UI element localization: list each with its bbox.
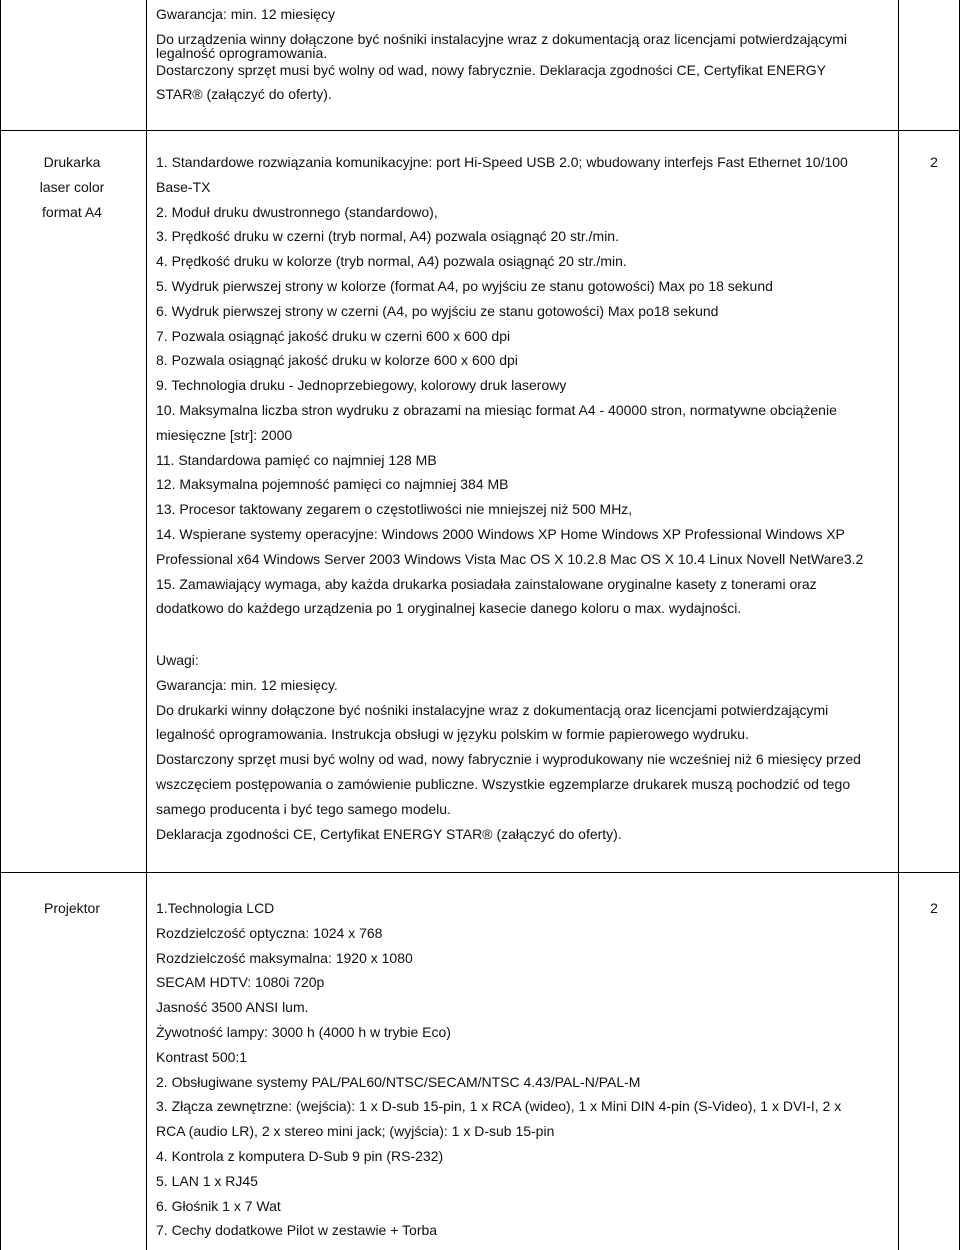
projector-specification [156,896,891,1243]
spec-line: 14. Wspierane systemy operacyjne: Windows 2000 Windows XP Home Windows XP Professional Windows XP [156,525,845,542]
note-line: Gwarancja: min. 12 miesięcy [156,6,335,22]
spec-line: 5. Wydruk pierwszej strony w kolorze (format A4, po wyjściu ze stanu gotowości) Max po 18 sekund [156,277,773,294]
note-line: STAR® (załączyć do oferty). [156,86,332,103]
notes-line: Gwarancja: min. 12 miesięcy. [156,676,338,693]
notes-line: Deklaracja zgodności CE, Certyfikat ENERGY STAR® (załączyć do oferty). [156,825,622,842]
top-notes [156,2,891,107]
printer-name [0,150,144,224]
spec-line: Rozdzielczość optyczna: 1024 x 768 [156,924,383,941]
spec-line: 2. Moduł druku dwustronnego (standardowo), [156,203,438,220]
spec-line: 2. Obsługiwane systemy PAL/PAL60/NTSC/SECAM/NTSC 4.43/PAL-N/PAL-M [156,1073,641,1090]
notes-line: wszczęciem postępowania o zamówienie publiczne. Wszystkie egzemplarze drukarek muszą pochodzić od tego [156,775,851,792]
spec-line: 5. LAN 1 x RJ45 [156,1172,258,1189]
spec-line: RCA (audio LR), 2 x stereo mini jack; (wyjścia): 1 x D-sub 15-pin [156,1123,555,1140]
table-rule-name-spec [146,0,147,1250]
printer-notes [156,648,891,846]
projector-quantity: 2 [930,900,938,916]
printer-name-line: format A4 [42,203,102,220]
spec-line: miesięczne [str]: 2000 [156,426,293,443]
spec-line: Base-TX [156,178,211,195]
table-rule-top-section-bottom [0,130,960,131]
printer-quantity: 2 [930,154,938,170]
spec-line: 8. Pozwala osiągnąć jakość druku w kolorze 600 x 600 dpi [156,352,518,369]
notes-line: samego producenta i być tego samego modelu. [156,800,451,817]
spec-line: 4. Prędkość druku w kolorze (tryb normal, A4) pozwala osiągnąć 20 str./min. [156,253,627,270]
table-rule-printer-bottom [0,872,960,873]
spec-line: Kontrast 500:1 [156,1048,248,1065]
spec-line: 10. Maksymalna liczba stron wydruku z obrazami na miesiąc format A4 - 40000 stron, normatywne obciążenie [156,401,837,418]
notes-line: Dostarczony sprzęt musi być wolny od wad, nowy fabrycznie i wyprodukowany nie wcześniej niż 6 miesięcy przed [156,751,861,768]
spec-line: Żywotność lampy: 3000 h (4000 h w trybie Eco) [156,1023,451,1040]
note-line: Dostarczony sprzęt musi być wolny od wad, nowy fabrycznie. Deklaracja zgodności CE, Certyfikat ENERGY [156,61,826,78]
spec-line: 12. Maksymalna pojemność pamięci co najmniej 384 MB [156,476,509,493]
printer-name-line: laser color [39,178,105,195]
spec-line: 1.Technologia LCD [156,900,275,916]
spec-line: Jasność 3500 ANSI lum. [156,999,309,1016]
spec-line: dodatkowo do każdego urządzenia po 1 oryginalnej kasecie danego koloru o max. wydajności. [156,600,742,617]
printer-name-line: Drukarka [43,154,101,170]
notes-line: legalność oprogramowania. Instrukcja obsługi w języku polskim w formie papierowego wydruku. [156,726,749,743]
spec-line: 3. Prędkość druku w czerni (tryb normal, A4) pozwala osiągnąć 20 str./min. [156,228,619,245]
spec-line: 9. Technologia druku - Jednoprzebiegowy, kolorowy druk laserowy [156,377,567,394]
table-rule-spec-qty [898,0,899,1250]
spec-line: Professional x64 Windows Server 2003 Windows Vista Mac OS X 10.2.8 Mac OS X 10.4 Linux Novell NetWare3.2 [156,550,864,567]
spec-line: 15. Zamawiający wymaga, aby każda drukarka posiadała zainstalowane oryginalne kasety z tonerami oraz [156,575,817,592]
note-line: Do urządzenia winny dołączone być nośniki instalacyjne wraz z dokumentacją oraz licencjami potwierdzającymi [156,30,847,47]
spec-line: 7. Pozwala osiągnąć jakość druku w czerni 600 x 600 dpi [156,327,511,344]
projector-name-line: Projektor [43,900,101,916]
spec-line: Rozdzielczość maksymalna: 1920 x 1080 [156,949,413,966]
spec-line: 1. Standardowe rozwiązania komunikacyjne: port Hi-Speed USB 2.0; wbudowany interfejs Fast Ethernet 10/100 [156,154,848,170]
spec-line: 11. Standardowa pamięć co najmniej 128 MB [156,451,437,468]
spec-line: SECAM HDTV: 1080i 720p [156,974,325,991]
printer-specification [156,150,891,621]
spec-line: 3. Złącza zewnętrzne: (wejścia): 1 x D-sub 15-pin, 1 x RCA (wideo), 1 x Mini DIN 4-pin (S-Video), 1 x DVI-I, 2 x [156,1098,842,1115]
spec-line: 13. Procesor taktowany zegarem o częstotliwości nie mniejszej niż 500 MHz, [156,501,633,518]
spec-line: 6. Wydruk pierwszej strony w czerni (A4, po wyjściu ze stanu gotowości) Max po18 sekund [156,302,719,319]
note-line: legalność oprogramowania. [156,44,328,61]
notes-line: Do drukarki winny dołączone być nośniki instalacyjne wraz z dokumentacją oraz licencjami potwierdzającymi [156,701,829,718]
projector-name [0,896,144,921]
spec-line: 7. Cechy dodatkowe Pilot w zestawie + Torba [156,1222,438,1239]
notes-line: Uwagi: [156,652,199,668]
spec-line: 4. Kontrola z komputera D-Sub 9 pin (RS-232) [156,1147,444,1164]
spec-line: 6. Głośnik 1 x 7 Wat [156,1197,281,1214]
